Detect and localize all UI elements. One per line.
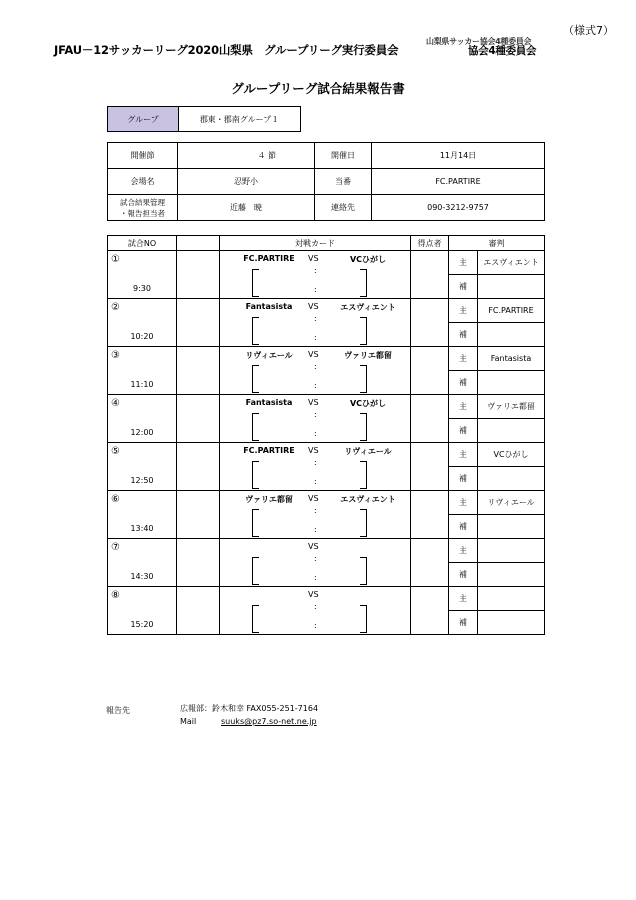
referee-sub	[478, 371, 545, 395]
right-bracket	[360, 461, 367, 489]
organizer-overlap-large: 協会4種委員会	[468, 45, 537, 57]
round-value: ４ 節	[178, 143, 315, 169]
match-row	[108, 251, 545, 275]
date-value: 11月14日	[372, 143, 545, 169]
score-colon-2: :	[314, 477, 317, 486]
manager-label-line1: 試合結果管理	[120, 197, 165, 207]
score-colon-1: :	[314, 554, 317, 563]
match-row	[108, 587, 545, 611]
vs-label: VS	[308, 350, 319, 359]
right-bracket	[360, 509, 367, 537]
scorer-cell	[411, 491, 449, 539]
match-time: 10:20	[130, 332, 154, 341]
footer-label: 報告先	[106, 706, 130, 715]
vs-label: VS	[308, 494, 319, 503]
left-bracket	[252, 461, 259, 489]
referee-main-label: 主	[449, 395, 478, 419]
vs-label: VS	[308, 590, 319, 599]
match-time: 9:30	[133, 284, 151, 293]
referee-main-label: 主	[449, 347, 478, 371]
score-colon-2: :	[314, 333, 317, 342]
away-team: ヴァリエ都留	[344, 351, 392, 360]
match-card	[220, 395, 411, 443]
header-blank	[177, 236, 220, 251]
referee-sub	[478, 467, 545, 491]
referee-main-label: 主	[449, 299, 478, 323]
scorer-cell	[411, 587, 449, 635]
match-blank	[177, 491, 220, 539]
referee-sub-label: 補	[449, 371, 478, 395]
referee-sub-label: 補	[449, 563, 478, 587]
document-title: グループリーグ試合結果報告書	[231, 81, 405, 96]
results-table	[107, 235, 545, 635]
match-row	[108, 347, 545, 371]
referee-main-label: 主	[449, 587, 478, 611]
referee-main-label: 主	[449, 539, 478, 563]
match-number: ⑥	[111, 494, 120, 505]
group-value: 郡東・郡南グループ１	[179, 107, 301, 132]
match-row	[108, 491, 545, 515]
scorer-cell	[411, 443, 449, 491]
referee-main: エスヴィエント	[478, 251, 545, 275]
away-team: VCひがし	[349, 399, 387, 408]
referee-main: ヴァリエ都留	[478, 395, 545, 419]
match-blank	[177, 443, 220, 491]
match-row	[108, 395, 545, 419]
manager-value: 近藤 暁	[178, 195, 315, 221]
away-team: VCひがし	[349, 255, 387, 264]
referee-sub	[478, 563, 545, 587]
match-number: ④	[111, 398, 120, 409]
right-bracket	[360, 317, 367, 345]
referee-sub-label: 補	[449, 467, 478, 491]
score-colon-1: :	[314, 506, 317, 515]
vs-label: VS	[308, 254, 319, 263]
match-blank	[177, 395, 220, 443]
match-time: 11:10	[130, 380, 154, 389]
referee-main: FC.PARTIRE	[478, 299, 545, 323]
match-no-cell	[108, 443, 177, 491]
match-card	[220, 347, 411, 395]
left-bracket	[252, 605, 259, 633]
score-colon-1: :	[314, 602, 317, 611]
header-referee: 審判	[449, 236, 545, 251]
match-time: 12:00	[130, 428, 154, 437]
contact-value: 090-3212-9757	[372, 195, 545, 221]
round-label: 開催節	[108, 143, 178, 169]
left-bracket	[252, 557, 259, 585]
header-match-no: 試合NO	[108, 236, 177, 251]
referee-sub	[478, 275, 545, 299]
match-time: 15:20	[130, 620, 154, 629]
home-team: FC.PARTIRE	[243, 254, 295, 263]
match-number: ⑦	[111, 542, 120, 553]
scorer-cell	[411, 539, 449, 587]
match-card	[220, 491, 411, 539]
duty-value: FC.PARTIRE	[372, 169, 545, 195]
score-colon-2: :	[314, 285, 317, 294]
match-card	[220, 539, 411, 587]
referee-main: Fantasista	[478, 347, 545, 371]
organizer-overlap-small: 山梨県サッカー協会4種委員会	[426, 37, 532, 46]
referee-main-label: 主	[449, 251, 478, 275]
match-row	[108, 443, 545, 467]
match-time: 12:50	[130, 476, 154, 485]
referee-main	[478, 539, 545, 563]
vs-label: VS	[308, 398, 319, 407]
scorer-cell	[411, 251, 449, 299]
match-card	[220, 443, 411, 491]
home-team: FC.PARTIRE	[243, 446, 295, 455]
vs-label: VS	[308, 542, 319, 551]
home-team: Fantasista	[245, 398, 293, 407]
score-colon-1: :	[314, 458, 317, 467]
home-team: Fantasista	[245, 302, 293, 311]
group-label: グループ	[108, 107, 179, 132]
vs-label: VS	[308, 302, 319, 311]
footer-mail-link[interactable]: suuks@pz7.so-net.ne.jp	[221, 717, 317, 726]
duty-label: 当番	[315, 169, 372, 195]
footer-mail-label: Mail	[180, 717, 197, 726]
match-number: ⑧	[111, 590, 120, 601]
info-table	[107, 142, 545, 221]
match-card	[220, 251, 411, 299]
referee-sub-label: 補	[449, 323, 478, 347]
group-table	[107, 106, 301, 132]
right-bracket	[360, 605, 367, 633]
manager-label	[108, 195, 178, 221]
right-bracket	[360, 269, 367, 297]
match-number: ①	[111, 254, 120, 265]
right-bracket	[360, 557, 367, 585]
referee-sub-label: 補	[449, 419, 478, 443]
match-time: 13:40	[130, 524, 154, 533]
away-team: エスヴィエント	[340, 495, 396, 504]
right-bracket	[360, 365, 367, 393]
venue-value: 忍野小	[178, 169, 315, 195]
match-card	[220, 587, 411, 635]
left-bracket	[252, 317, 259, 345]
contact-label: 連絡先	[315, 195, 372, 221]
scorer-cell	[411, 299, 449, 347]
match-blank	[177, 539, 220, 587]
referee-sub	[478, 419, 545, 443]
score-colon-1: :	[314, 410, 317, 419]
footer-contact: 広報部：鈴木和幸 FAX055-251-7164	[180, 704, 319, 713]
organizer-line: JFAU－12サッカーリーグ2020山梨県 グループリーグ実行委員会	[54, 43, 399, 57]
score-colon-2: :	[314, 573, 317, 582]
vs-label: VS	[308, 446, 319, 455]
right-bracket	[360, 413, 367, 441]
match-blank	[177, 587, 220, 635]
referee-sub	[478, 515, 545, 539]
match-number: ⑤	[111, 446, 120, 457]
score-colon-2: :	[314, 525, 317, 534]
match-no-cell	[108, 491, 177, 539]
scorer-cell	[411, 395, 449, 443]
match-card	[220, 299, 411, 347]
match-no-cell	[108, 587, 177, 635]
score-colon-1: :	[314, 266, 317, 275]
referee-sub-label: 補	[449, 275, 478, 299]
match-row	[108, 299, 545, 323]
header-card: 対戦カード	[220, 236, 411, 251]
left-bracket	[252, 413, 259, 441]
match-no-cell	[108, 539, 177, 587]
referee-sub-label: 補	[449, 611, 478, 635]
form-number: （様式7）	[563, 24, 614, 37]
match-no-cell	[108, 347, 177, 395]
left-bracket	[252, 509, 259, 537]
scorer-cell	[411, 347, 449, 395]
referee-main-label: 主	[449, 491, 478, 515]
away-team: リヴィエール	[344, 447, 392, 456]
home-team: ヴァリエ都留	[245, 495, 293, 504]
referee-sub	[478, 611, 545, 635]
match-blank	[177, 299, 220, 347]
match-blank	[177, 251, 220, 299]
referee-sub	[478, 323, 545, 347]
score-colon-1: :	[314, 314, 317, 323]
match-number: ③	[111, 350, 120, 361]
referee-main: リヴィエール	[478, 491, 545, 515]
referee-main: VCひがし	[478, 443, 545, 467]
referee-sub-label: 補	[449, 515, 478, 539]
venue-label: 会場名	[108, 169, 178, 195]
match-number: ②	[111, 302, 120, 313]
score-colon-2: :	[314, 381, 317, 390]
date-label: 開催日	[315, 143, 372, 169]
match-blank	[177, 347, 220, 395]
home-team: リヴィエール	[245, 351, 293, 360]
match-no-cell	[108, 299, 177, 347]
left-bracket	[252, 365, 259, 393]
manager-label-line2: ・報告担当者	[120, 208, 165, 218]
match-row	[108, 539, 545, 563]
referee-main-label: 主	[449, 443, 478, 467]
away-team: エスヴィエント	[340, 303, 396, 312]
score-colon-1: :	[314, 362, 317, 371]
score-colon-2: :	[314, 621, 317, 630]
match-no-cell	[108, 251, 177, 299]
score-colon-2: :	[314, 429, 317, 438]
match-no-cell	[108, 395, 177, 443]
referee-main	[478, 587, 545, 611]
left-bracket	[252, 269, 259, 297]
match-time: 14:30	[130, 572, 154, 581]
header-scorer: 得点者	[411, 236, 449, 251]
